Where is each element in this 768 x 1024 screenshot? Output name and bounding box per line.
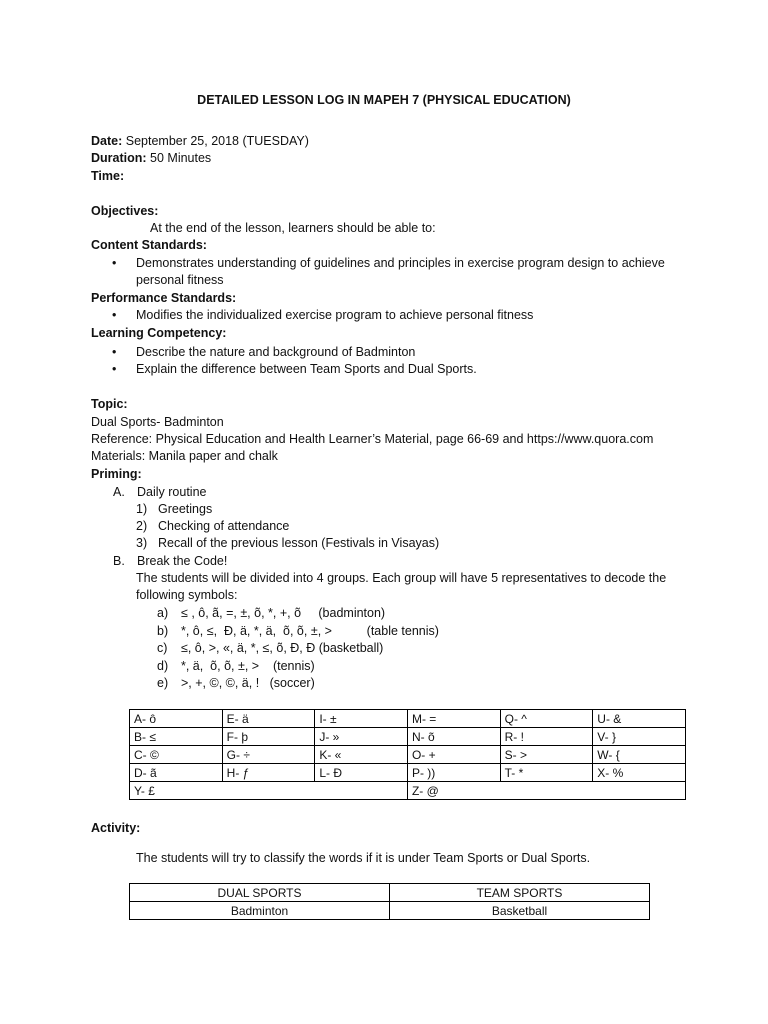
table-cell: A- ô [130,710,223,728]
bullet-icon: • [112,362,117,376]
table-cell: V- } [593,728,686,746]
sports-classification-table [129,883,650,920]
duration-line [91,150,211,167]
table-header-cell: DUAL SPORTS [130,884,390,902]
objectives-intro: At the end of the lesson, learners should be able to: [150,221,436,235]
table-cell: Badminton [130,902,390,920]
learning-competency-text: Explain the difference between Team Sports and Dual Sports. [136,362,477,376]
table-cell: H- ƒ [222,764,315,782]
table-row [130,710,686,728]
break-code-desc: The students will be divided into 4 groups. Each group will have 5 representatives to decode the [136,571,667,585]
priming-item-b [113,553,227,570]
time-label: Time: [91,169,125,183]
table-cell: X- % [593,764,686,782]
bullet-icon: • [112,308,117,322]
learning-competency-item [112,361,477,378]
table-row [130,902,650,920]
code-puzzle-text: *, ä, õ, õ, ±, > (tennis) [181,659,315,673]
table-cell: O- + [407,746,500,764]
performance-standards-item [112,307,533,324]
duration-value: 50 Minutes [146,151,212,165]
priming-subitem [136,501,212,518]
code-puzzle-item [157,675,315,692]
list-marker: B. [113,554,125,568]
list-marker: A. [113,485,125,499]
list-marker: a) [157,606,169,620]
table-cell: G- ÷ [222,746,315,764]
table-cell: Y- £ [130,782,408,800]
learning-competency-label: Learning Competency: [91,326,227,340]
objectives-label: Objectives: [91,204,159,218]
table-cell: T- * [500,764,593,782]
list-marker: d) [157,659,169,673]
table-cell: N- õ [407,728,500,746]
list-marker: b) [157,624,169,638]
table-cell: Basketball [390,902,650,920]
table-cell: E- ä [222,710,315,728]
list-marker: e) [157,676,169,690]
table-cell: W- { [593,746,686,764]
materials-line: Materials: Manila paper and chalk [91,449,278,463]
list-marker: c) [157,641,168,655]
priming-subitem-text: Checking of attendance [158,519,290,533]
table-cell: K- « [315,746,408,764]
list-marker: 2) [136,519,148,533]
content-standards-label: Content Standards: [91,238,207,252]
table-row [130,764,686,782]
table-cell: B- ≤ [130,728,223,746]
table-cell: L- Ð [315,764,408,782]
content-standards-item [112,255,665,272]
table-cell: U- & [593,710,686,728]
bullet-icon: • [112,345,117,359]
date-line [91,133,309,150]
duration-label: Duration: [91,151,147,165]
table-row [130,746,686,764]
list-marker: 3) [136,536,148,550]
priming-item-text: Daily routine [137,485,207,499]
list-marker: 1) [136,502,148,516]
topic-label: Topic: [91,397,128,411]
priming-item-a [113,484,206,501]
code-puzzle-item [157,623,439,640]
code-puzzle-item [157,640,383,657]
table-cell: J- » [315,728,408,746]
activity-label: Activity: [91,821,141,835]
learning-competency-item [112,344,415,361]
code-puzzle-item [157,658,315,675]
content-standards-text-cont: personal fitness [136,273,224,287]
bullet-icon: • [112,256,117,270]
priming-item-text: Break the Code! [137,554,228,568]
reference-line: Reference: Physical Education and Health Learner’s Material, page 66-69 and https://www.quora.com [91,432,654,446]
table-cell: R- ! [500,728,593,746]
table-header-row [130,884,650,902]
code-key-table [129,709,686,800]
code-puzzle-text: ≤ , ô, ã, =, ±, õ, *, +, õ (badminton) [181,606,386,620]
table-cell: P- )) [407,764,500,782]
table-cell: D- ã [130,764,223,782]
code-puzzle-item [157,605,385,622]
priming-label: Priming: [91,467,142,481]
performance-standards-label: Performance Standards: [91,291,237,305]
table-header-cell: TEAM SPORTS [390,884,650,902]
priming-subitem [136,518,289,535]
table-cell: S- > [500,746,593,764]
table-cell: I- ± [315,710,408,728]
code-puzzle-text: *, ô, ≤, Ð, ä, *, ä, õ, õ, ±, > (table tennis) [181,624,439,638]
code-puzzle-text: >, +, ©, ©, ä, ! (soccer) [181,676,315,690]
table-cell: M- = [407,710,500,728]
priming-subitem-text: Recall of the previous lesson (Festivals in Visayas) [158,536,440,550]
priming-subitem [136,535,439,552]
performance-standards-text: Modifies the individualized exercise program to achieve personal fitness [136,308,534,322]
date-value: September 25, 2018 (TUESDAY) [122,134,309,148]
priming-subitem-text: Greetings [158,502,213,516]
table-row [130,728,686,746]
date-label: Date: [91,134,123,148]
learning-competency-text: Describe the nature and background of Badminton [136,345,416,359]
table-cell: F- þ [222,728,315,746]
table-row [130,782,686,800]
content-standards-text: Demonstrates understanding of guidelines and principles in exercise program design to achieve [136,256,665,270]
document-title: DETAILED LESSON LOG IN MAPEH 7 (PHYSICAL EDUCATION) [197,93,571,107]
break-code-desc-cont: following symbols: [136,588,238,602]
code-puzzle-text: ≤, ô, >, «, ä, *, ≤, õ, Ð, Ð (basketball) [181,641,384,655]
activity-desc: The students will try to classify the words if it is under Team Sports or Dual Sports. [136,851,591,865]
table-cell: Q- ^ [500,710,593,728]
table-cell: C- © [130,746,223,764]
table-cell: Z- @ [407,782,685,800]
topic-value: Dual Sports- Badminton [91,415,224,429]
